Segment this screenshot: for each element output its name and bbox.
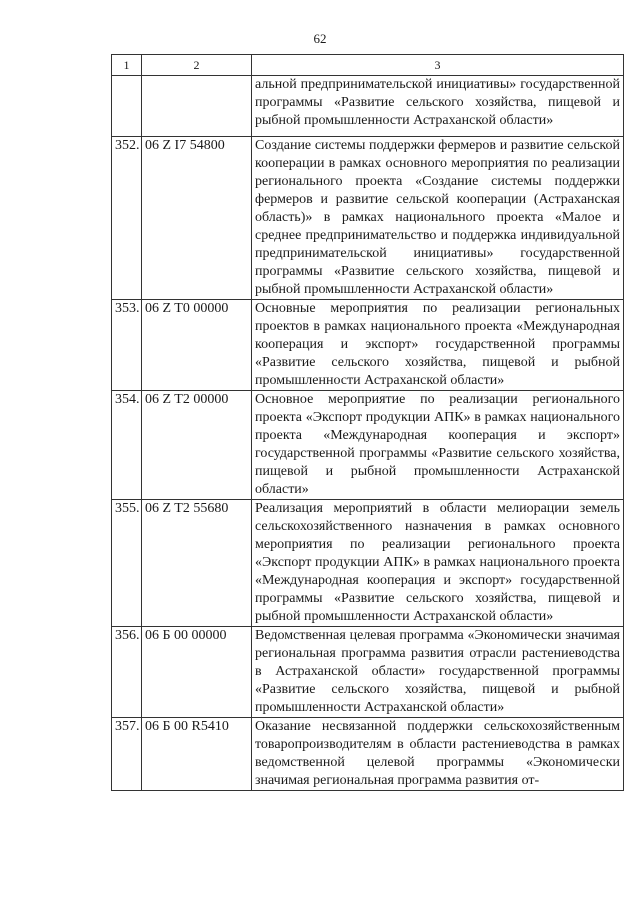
row-code: 06 Z I7 54800 bbox=[142, 137, 252, 300]
table-row bbox=[112, 76, 624, 137]
header-col-2: 2 bbox=[142, 55, 252, 76]
row-code: 06 Z T0 00000 bbox=[142, 300, 252, 391]
row-code bbox=[142, 76, 252, 137]
header-col-1: 1 bbox=[112, 55, 142, 76]
table-row bbox=[112, 627, 624, 718]
table-header-row bbox=[112, 55, 624, 76]
table-row bbox=[112, 391, 624, 500]
header-col-3: 3 bbox=[252, 55, 624, 76]
row-description: Ведомственная целевая программа «Экономически значимая региональная программа развития отрасли растениеводства в Астраханской области» государственной программы «Развитие сельского хозяйства, пищевой и рыбной промышленности Астраханской области» bbox=[252, 627, 624, 718]
row-number: 352. bbox=[112, 137, 142, 300]
row-code: 06 Z T2 55680 bbox=[142, 500, 252, 627]
row-description: Создание системы поддержки фермеров и развитие сельской кооперации в рамках основного мероприятия по реализации регионального проекта «Создание системы поддержки фермеров и развитие сельской кооперации (Астраханская область)» в рамках национального проекта «Малое и среднее предпринимательство и поддержка индивидуальной предпринимательской инициативы» государственной программы «Развитие сельского хозяйства, пищевой и рыбной промышленности Астраханской области» bbox=[252, 137, 624, 300]
row-number: 357. bbox=[112, 718, 142, 791]
row-code: 06 Z T2 00000 bbox=[142, 391, 252, 500]
row-number: 355. bbox=[112, 500, 142, 627]
table-row bbox=[112, 500, 624, 627]
row-code: 06 Б 00 00000 bbox=[142, 627, 252, 718]
row-code: 06 Б 00 R5410 bbox=[142, 718, 252, 791]
budget-classification-table bbox=[111, 54, 624, 791]
row-number: 356. bbox=[112, 627, 142, 718]
row-description: альной предпринимательской инициативы» государственной программы «Развитие сельского хозяйства, пищевой и рыбной промышленности Астраханской области» bbox=[252, 76, 624, 137]
row-description: Оказание несвязанной поддержки сельскохозяйственным товаропроизводителям в области растениеводства в рамках ведомственной целевой программы «Экономически значимая региональная программа развития от- bbox=[252, 718, 624, 791]
table-row bbox=[112, 718, 624, 791]
table-row bbox=[112, 137, 624, 300]
table-row bbox=[112, 300, 624, 391]
row-description: Реализация мероприятий в области мелиорации земель сельскохозяйственного назначения в рамках основного мероприятия по реализации регионального проекта «Экспорт продукции АПК» в рамках национального проекта «Международная кооперация и экспорт» государственной программы «Развитие сельского хозяйства, пищевой и рыбной промышленности Астраханской области» bbox=[252, 500, 624, 627]
page-number: 62 bbox=[313, 31, 327, 46]
row-description: Основные мероприятия по реализации региональных проектов в рамках национального проекта «Международная кооперация и экспорт» государственной программы «Развитие сельского хозяйства, пищевой и рыбной промышленности Астраханской области» bbox=[252, 300, 624, 391]
row-number: 353. bbox=[112, 300, 142, 391]
row-number: 354. bbox=[112, 391, 142, 500]
row-description: Основное мероприятие по реализации регионального проекта «Экспорт продукции АПК» в рамках национального проекта «Международная кооперация и экспорт» государственной программы «Развитие сельского хозяйства, пищевой и рыбной промышленности Астраханской области» bbox=[252, 391, 624, 500]
row-number bbox=[112, 76, 142, 137]
